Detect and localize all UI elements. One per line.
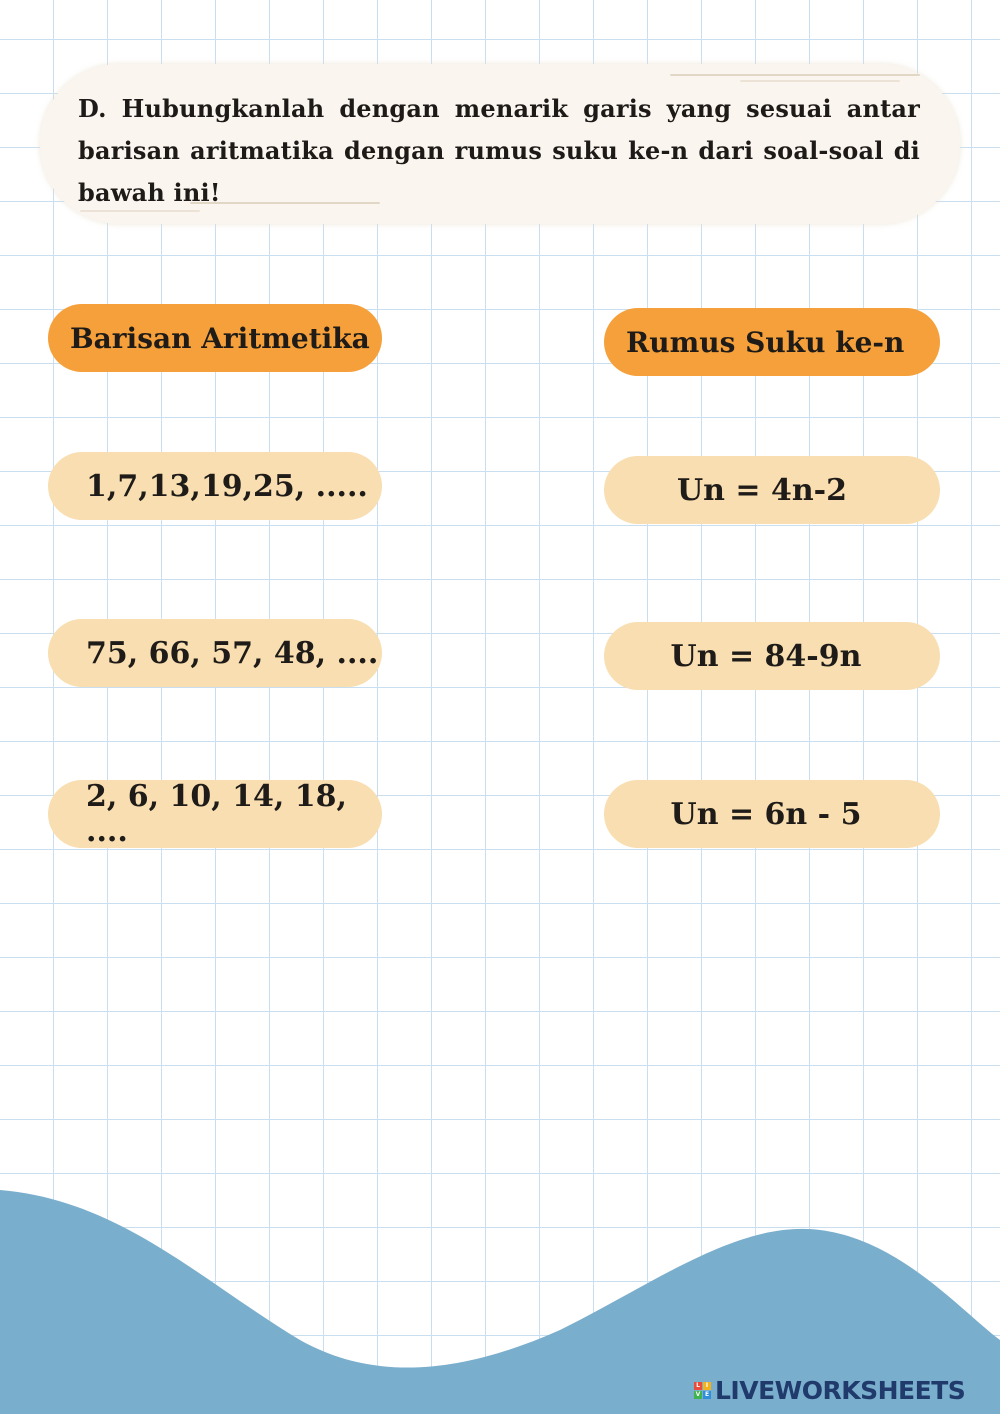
sequence-label: 75, 66, 57, 48, ....	[86, 635, 379, 671]
header-barisan-aritmetika	[48, 304, 382, 372]
formula-label: Un = 6n - 5	[670, 796, 862, 832]
formula-item[interactable]	[604, 780, 940, 848]
sequence-label: 2, 6, 10, 14, 18, ....	[86, 779, 347, 849]
sequence-label: 1,7,13,19,25, .....	[86, 468, 368, 504]
formula-label: Un = 4n-2	[676, 472, 847, 508]
formula-item[interactable]	[604, 456, 940, 524]
formula-label: Un = 84-9n	[670, 638, 862, 674]
header-rumus-suku	[604, 308, 940, 376]
instruction-text: D. Hubungkanlah dengan menarik garis yang sesuai antar barisan aritmatika dengan rumus suku ke-n dari soal-soal di bawah ini!	[78, 94, 920, 207]
sequence-item[interactable]	[48, 452, 382, 520]
liveworksheets-logo	[694, 1373, 965, 1407]
liveworksheets-logo-icon: L I V E	[695, 1381, 710, 1398]
logo-text: LIVEWORKSHEETS	[715, 1375, 966, 1405]
sequence-item[interactable]	[48, 780, 382, 848]
formula-item[interactable]	[604, 622, 940, 690]
sequence-item[interactable]	[48, 619, 382, 687]
header-label: Rumus Suku ke-n	[626, 325, 905, 359]
header-label: Barisan Aritmetika	[70, 321, 370, 355]
